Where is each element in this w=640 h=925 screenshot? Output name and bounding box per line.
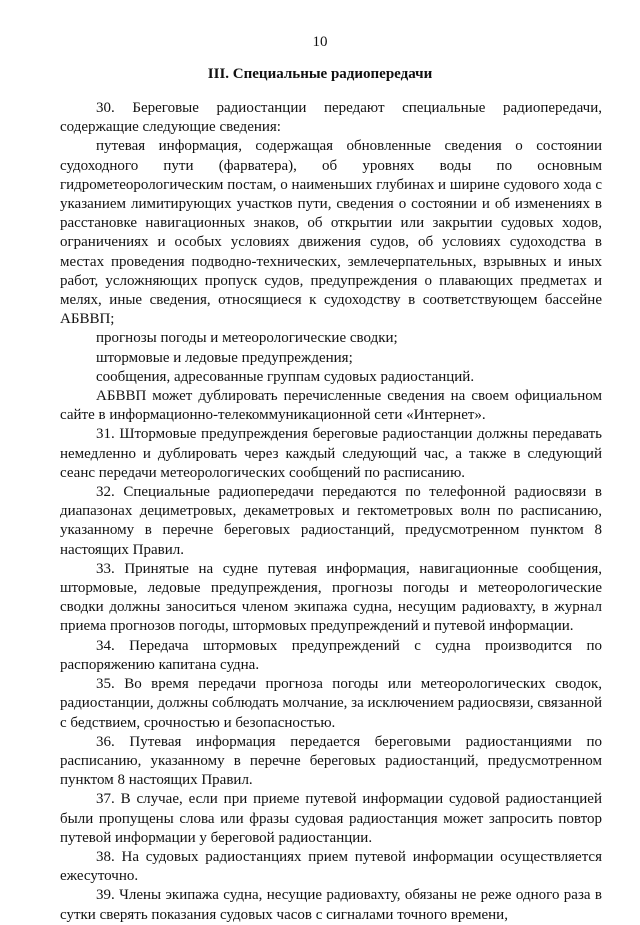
paragraph-35: 35. Во время передачи прогноза погоды или метеорологических сводок, радиостанции, должны соблюдать молчание, за исключением радиосвязи, связанной с бедствием, срочностью и безопасностью. <box>60 676 602 731</box>
paragraph-33: 33. Принятые на судне путевая информация, навигационные сообщения, штормовые, ледовые предупреждения, прогнозы погоды и метеорологические сводки должны заноситься членом экипажа судна, несущим радиовахту, в журнал приема прогнозов погоды, штормовых предупреждений и путевой информации. <box>60 560 602 635</box>
paragraph-39: 39. Члены экипажа судна, несущие радиовахту, обязаны не реже одного раза в сутки сверять показания судовых часов с сигналами точного времени, <box>60 887 602 923</box>
section-heading: III. Специальные радиопередачи <box>207 66 433 82</box>
paragraph-37: 37. В случае, если при приеме путевой информации судовой радиостанцией были пропущены слова или фразы судовая радиостанция может запросить повтор путевой информации у береговой радиостанции. <box>60 791 602 846</box>
paragraph-31: 31. Штормовые предупреждения береговые радиостанции должны передавать немедленно и дублировать через каждый следующий час, а также в следующий сеанс передачи метеорологических сообщений по расписанию. <box>60 426 602 481</box>
paragraph-30: 30. Береговые радиостанции передают специальные радиопередачи, содержащие следующие сведения: <box>60 100 602 136</box>
paragraph-38: 38. На судовых радиостанциях прием путевой информации осуществляется ежесуточно. <box>60 848 602 885</box>
paragraph-group-messages: сообщения, адресованные группам судовых радиостанций. <box>96 368 475 385</box>
document-body <box>60 99 602 925</box>
paragraph-route-info: путевая информация, содержащая обновленные сведения о состоянии судоходного пути (фарватера), об уровнях воды по основным гидрометеорологическим постам, о наименьших глубинах и ширине судового хода с указанием лимитирующих участков пути, сведения о состоянии и об изменениях в расстановке навигационных знаков, об открытии или закрытии судовых ходов, ограничениях и особых условиях движения судов, об условиях судоходства в местах проведения подводно-технических, землечерпательных, взрывных и иных работ, усложняющих пропуск судов, предупреждения о плавающих предметах и мелях, иные сведения, относящиеся к судоходству в соответствующем бассейне АБВВП; <box>60 138 602 328</box>
paragraph-32: 32. Специальные радиопередачи передаются по телефонной радиосвязи в диапазонах дециметровых, декаметровых и гектометровых волн по расписанию, указанному в перечне береговых радиостанций, предусмотренном пунктом 8 настоящих Правил. <box>60 484 602 558</box>
page-number: 10 <box>312 34 328 50</box>
paragraph-storm-ice: штормовые и ледовые предупреждения; <box>96 349 353 366</box>
paragraph-weather: прогнозы погоды и метеорологические сводки; <box>96 330 398 347</box>
paragraph-36: 36. Путевая информация передается береговыми радиостанциями по расписанию, указанному в перечне береговых радиостанций, предусмотренном пунктом 8 настоящих Правил. <box>60 733 602 789</box>
paragraph-34: 34. Передача штормовых предупреждений с судна производится по распоряжению капитана судна. <box>60 637 602 673</box>
paragraph-abvvp: АБВВП может дублировать перечисленные сведения на своем официальном сайте в информационно-телекоммуникационной сети «Интернет». <box>60 388 602 424</box>
